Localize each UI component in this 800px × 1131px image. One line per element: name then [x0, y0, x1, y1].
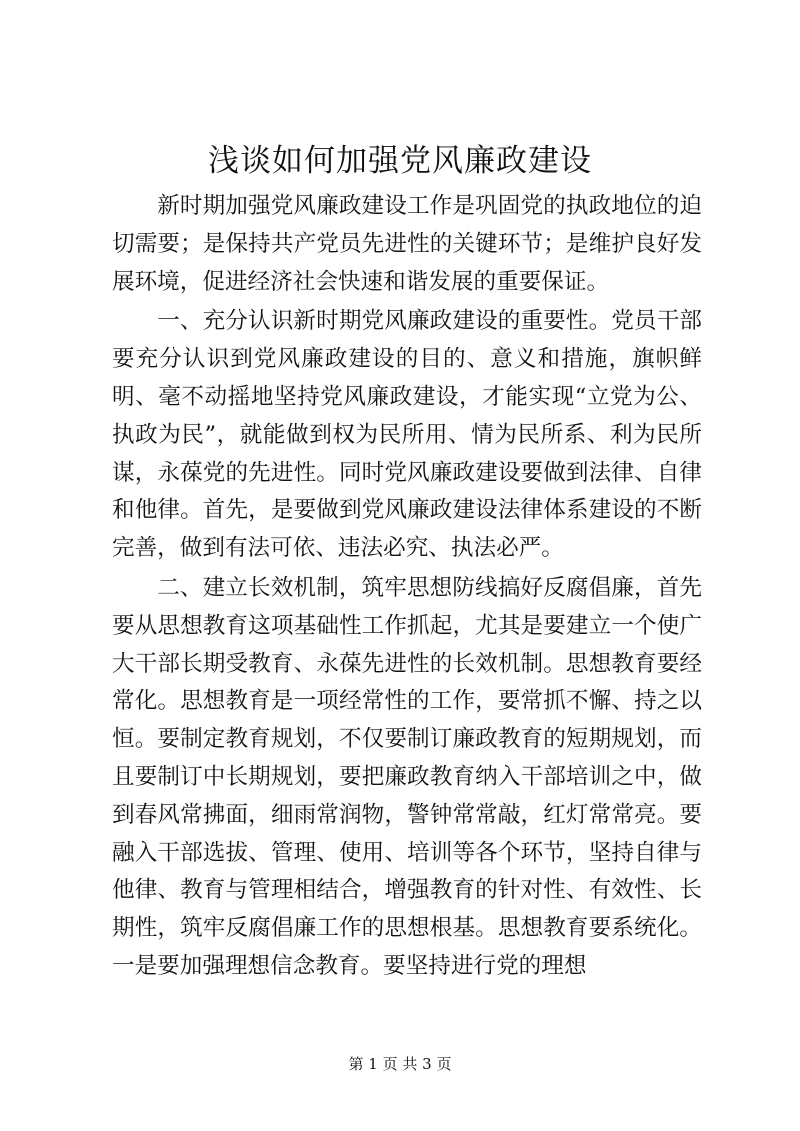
page-number-footer: 第 1 页 共 3 页	[348, 1055, 452, 1073]
document-body	[112, 188, 702, 986]
paragraph-section-2: 二、建立长效机制，筑牢思想防线搞好反腐倡廉，首先要从思想教育这项基础性工作抓起，尤其是要建立一个使广大干部长期受教育、永葆先进性的长效机制。思想教育要经常化。思想教育是一项经常性的工作，要常抓不懈、持之以恒。要制定教育规划，不仅要制订廉政教育的短期规划，而且要制订中长期规划，要把廉政教育纳入干部培训之中，做到春风常拂面，细雨常润物，警钟常常敲，红灯常常亮。要融入干部选拔、管理、使用、培训等各个环节，坚持自律与他律、教育与管理相结合，增强教育的针对性、有效性、长期性，筑牢反腐倡廉工作的思想根基。思想教育要系统化。一是要加强理想信念教育。要坚持进行党的理想	[112, 574, 702, 979]
document-title: 浅谈如何加强党风廉政建设	[208, 143, 592, 179]
paragraph-intro: 新时期加强党风廉政建设工作是巩固党的执政地位的迫切需要；是保持共产党员先进性的关键环节；是维护良好发展环境，促进经济社会快速和谐发展的重要保证。	[112, 193, 702, 295]
paragraph-section-1: 一、充分认识新时期党风廉政建设的重要性。党员干部要充分认识到党风廉政建设的目的、意义和措施，旗帜鲜明、毫不动摇地坚持党风廉政建设，才能实现“立党为公、执政为民”，就能做到权为民所用、情为民所系、利为民所谋，永葆党的先进性。同时党风廉政建设要做到法律、自律和他律。首先，是要做到党风廉政建设法律体系建设的不断完善，做到有法可依、违法必究、执法必严。	[112, 308, 702, 562]
